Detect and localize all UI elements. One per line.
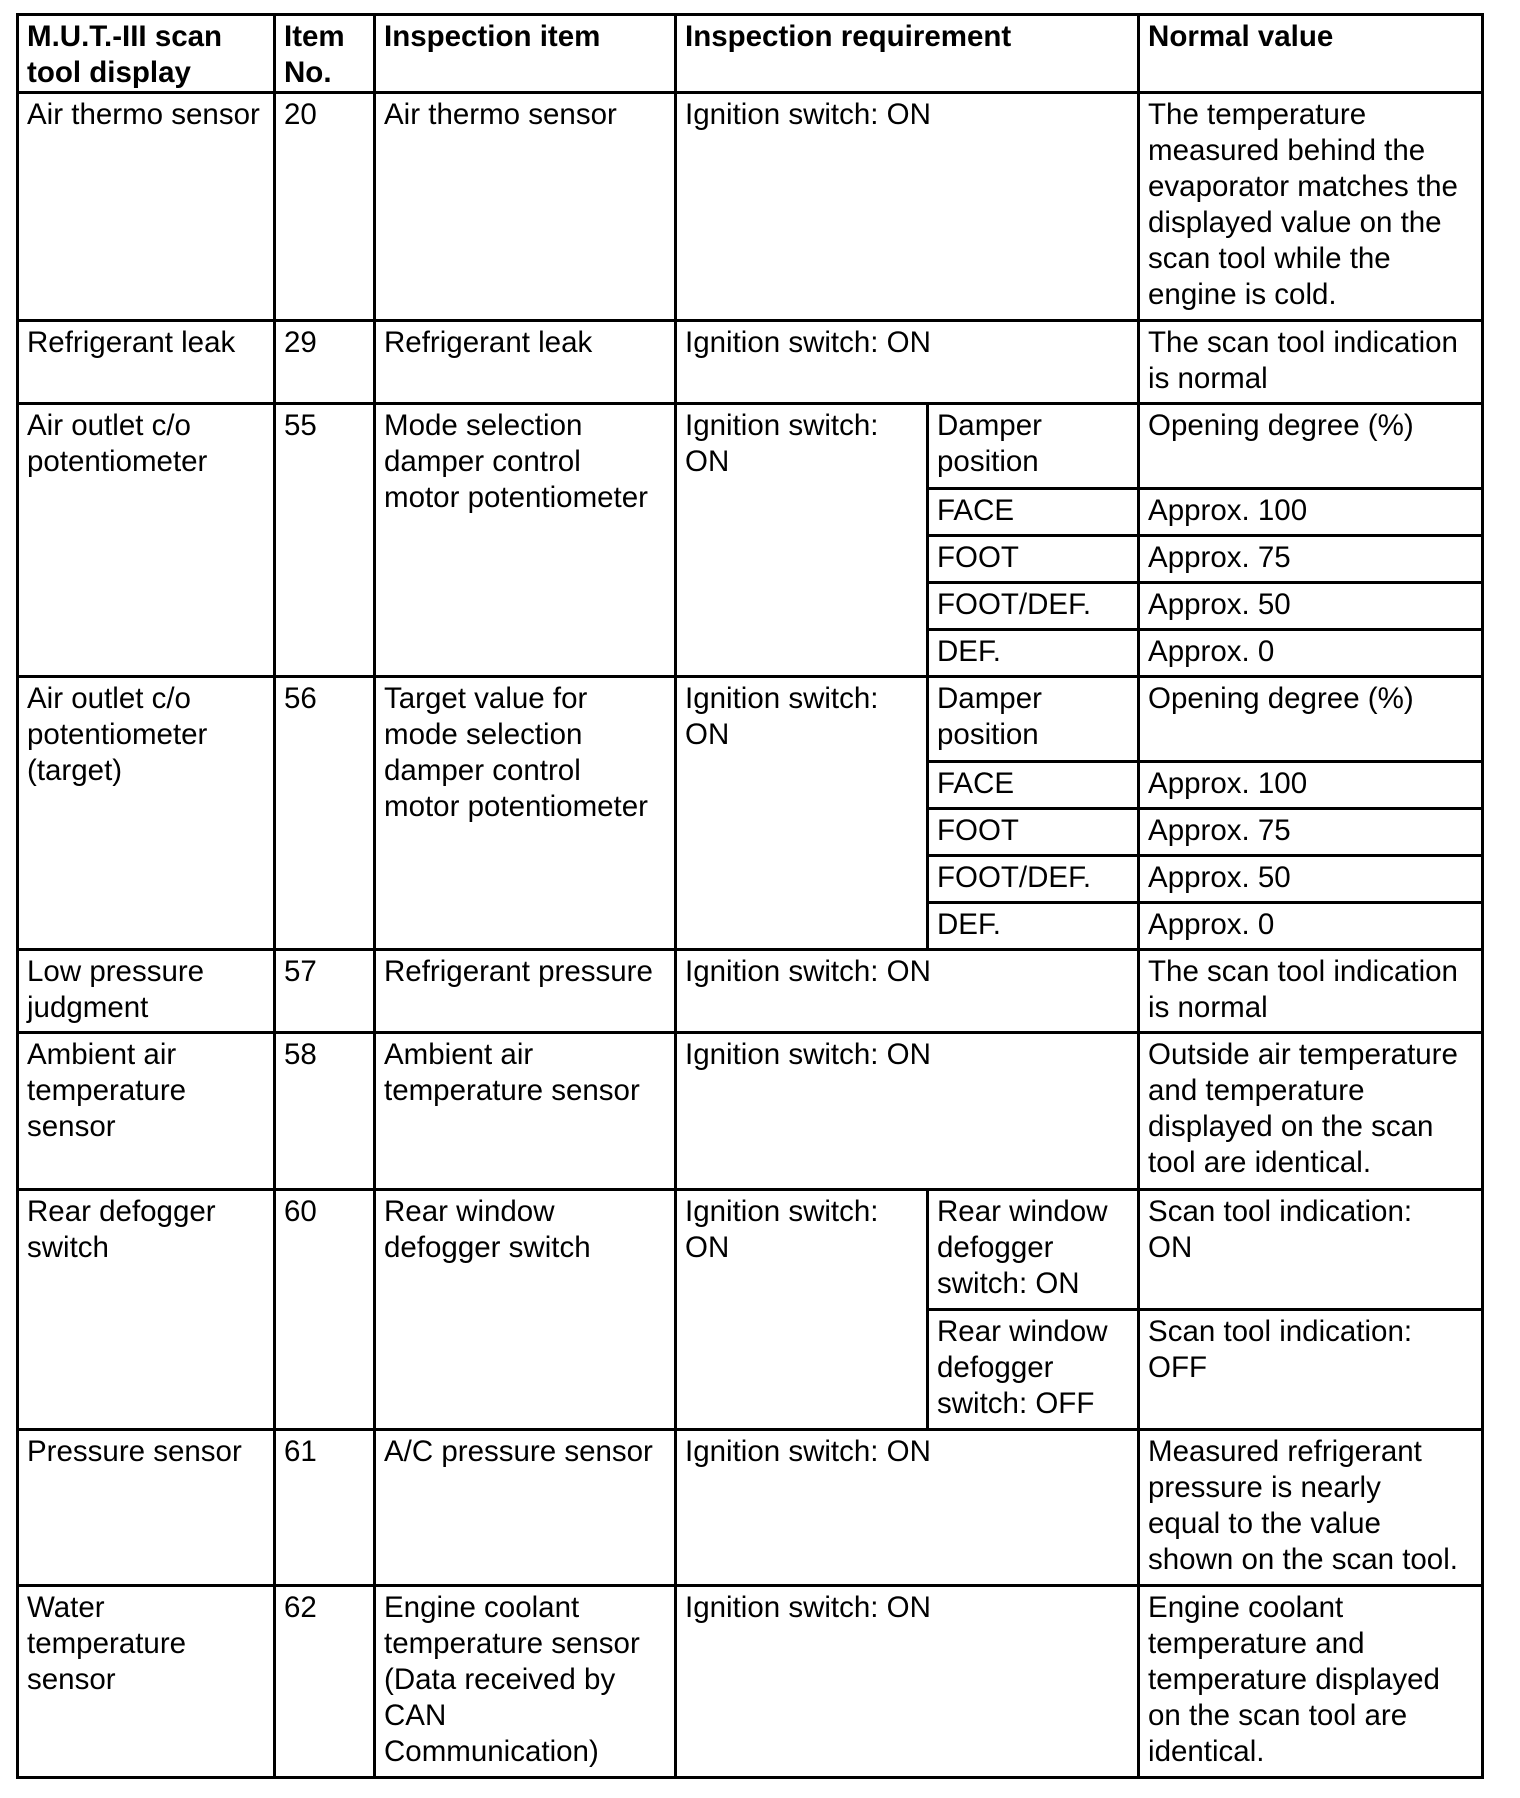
cell-text-line: The temperature bbox=[1148, 98, 1367, 132]
cell-text-line: equal to the value bbox=[1148, 1506, 1381, 1540]
scan-tool-display-cell bbox=[18, 93, 275, 321]
normal-value-cell bbox=[1139, 856, 1483, 903]
item-no-cell: 62 bbox=[275, 1585, 375, 1777]
cell-text-line: Engine coolant bbox=[1148, 1590, 1344, 1624]
item-no-cell: 56 bbox=[275, 677, 375, 950]
table-row bbox=[18, 1585, 1483, 1777]
cell-text-line: Ignition switch: ON bbox=[685, 98, 931, 132]
cell-text-line: FACE bbox=[937, 767, 1015, 801]
cell-text-line: (target) bbox=[27, 754, 123, 788]
scan-tool-display-cell bbox=[18, 1429, 275, 1585]
cell-text-line: displayed on the scan bbox=[1148, 1110, 1434, 1144]
cell-text-line: Damper bbox=[937, 682, 1042, 716]
condition-cell bbox=[928, 677, 1139, 762]
normal-value-cell bbox=[1139, 404, 1483, 489]
header-normal-value: Normal value bbox=[1139, 15, 1483, 93]
normal-value-cell bbox=[1139, 1189, 1483, 1309]
condition-cell bbox=[928, 809, 1139, 856]
table-row bbox=[18, 1429, 1483, 1585]
cell-text-line: Approx. 100 bbox=[1148, 494, 1308, 528]
cell-text-line: sensor bbox=[27, 1662, 116, 1696]
cell-text-line: defogger switch bbox=[384, 1230, 591, 1264]
cell-text-line: Rear defogger bbox=[27, 1194, 216, 1228]
cell-text-line: Air thermo sensor bbox=[384, 98, 617, 132]
cell-text-line: FACE bbox=[937, 494, 1015, 528]
requirement-cell bbox=[676, 93, 1139, 321]
cell-text-line: temperature sensor bbox=[384, 1626, 640, 1660]
cell-text-line: pressure is nearly bbox=[1148, 1470, 1381, 1504]
item-no-cell: 55 bbox=[275, 404, 375, 677]
requirement-cell bbox=[676, 1033, 1139, 1189]
cell-text-line: The scan tool indication bbox=[1148, 326, 1458, 360]
cell-text-line: temperature sensor bbox=[384, 1074, 640, 1108]
cell-text-line: DEF. bbox=[937, 908, 1001, 942]
header-scan-tool-display bbox=[18, 15, 275, 93]
normal-value-cell bbox=[1139, 762, 1483, 809]
normal-value-cell bbox=[1139, 583, 1483, 630]
normal-value-cell bbox=[1139, 809, 1483, 856]
inspection-item-cell bbox=[375, 1585, 676, 1777]
cell-text-line: A/C pressure sensor bbox=[384, 1434, 653, 1468]
cell-text-line: Item bbox=[284, 20, 345, 53]
condition-cell bbox=[928, 1189, 1139, 1309]
table-row bbox=[18, 321, 1483, 404]
cell-text-line: Scan tool indication: bbox=[1148, 1314, 1413, 1348]
table-row bbox=[18, 93, 1483, 321]
header-row bbox=[18, 15, 1483, 93]
normal-value-cell bbox=[1139, 1309, 1483, 1429]
cell-text-line: scan tool while the bbox=[1148, 242, 1391, 276]
cell-text-line: Ignition switch: ON bbox=[685, 326, 931, 360]
header-inspection-requirement: Inspection requirement bbox=[676, 15, 1139, 93]
cell-text-line: identical. bbox=[1148, 1734, 1265, 1768]
cell-text-line: No. bbox=[284, 56, 332, 89]
cell-text-line: Approx. 50 bbox=[1148, 861, 1291, 895]
cell-text-line: Outside air temperature bbox=[1148, 1038, 1458, 1072]
cell-text-line: temperature bbox=[27, 1074, 187, 1108]
cell-text-line: Approx. 0 bbox=[1148, 635, 1275, 669]
cell-text-line: Approx. 50 bbox=[1148, 588, 1291, 622]
cell-text-line: Ignition switch: bbox=[685, 409, 879, 443]
cell-text-line: Air thermo sensor bbox=[27, 98, 260, 132]
scan-tool-display-cell bbox=[18, 321, 275, 404]
cell-text-line: Engine coolant bbox=[384, 1590, 580, 1624]
cell-text-line: damper control bbox=[384, 754, 581, 788]
scan-tool-display-cell bbox=[18, 1033, 275, 1189]
condition-cell bbox=[928, 630, 1139, 677]
cell-text-line: on the scan tool are bbox=[1148, 1698, 1408, 1732]
cell-text-line: displayed value on the bbox=[1148, 206, 1442, 240]
cell-text-line: sensor bbox=[27, 1110, 116, 1144]
cell-text-line: tool display bbox=[27, 56, 191, 89]
requirement-cell bbox=[676, 404, 928, 677]
cell-text-line: FOOT bbox=[937, 541, 1019, 575]
requirement-cell bbox=[676, 950, 1139, 1033]
cell-text-line: and temperature bbox=[1148, 1074, 1365, 1108]
cell-text-line: Air outlet c/o bbox=[27, 409, 191, 443]
cell-text-line: Ambient air bbox=[27, 1038, 177, 1072]
cell-text-line: Ignition switch: ON bbox=[685, 1590, 931, 1624]
cell-text-line: Water bbox=[27, 1590, 105, 1624]
normal-value-cell bbox=[1139, 950, 1483, 1033]
cell-text-line: Rear window bbox=[384, 1194, 555, 1228]
inspection-item-cell bbox=[375, 321, 676, 404]
cell-text-line: Ignition switch: bbox=[685, 1194, 879, 1228]
cell-text-line: shown on the scan tool. bbox=[1148, 1542, 1458, 1576]
cell-text-line: is normal bbox=[1148, 362, 1268, 396]
cell-text-line: judgment bbox=[27, 991, 149, 1025]
cell-text-line: Low pressure bbox=[27, 955, 205, 989]
item-no-cell: 60 bbox=[275, 1189, 375, 1429]
cell-text-line: position bbox=[937, 445, 1039, 479]
scan-tool-display-cell bbox=[18, 950, 275, 1033]
inspection-item-cell bbox=[375, 1189, 676, 1429]
condition-cell bbox=[928, 903, 1139, 950]
inspection-item-cell bbox=[375, 1429, 676, 1585]
condition-cell bbox=[928, 762, 1139, 809]
cell-text-line: DEF. bbox=[937, 635, 1001, 669]
cell-text-line: Approx. 75 bbox=[1148, 541, 1291, 575]
inspection-table bbox=[16, 13, 1484, 1779]
cell-text-line: is normal bbox=[1148, 991, 1268, 1025]
cell-text-line: Air outlet c/o bbox=[27, 682, 191, 716]
cell-text-line: FOOT bbox=[937, 814, 1019, 848]
cell-text-line: switch: ON bbox=[937, 1266, 1080, 1300]
cell-text-line: (Data received by bbox=[384, 1662, 616, 1696]
table-row bbox=[18, 1033, 1483, 1189]
normal-value-cell bbox=[1139, 321, 1483, 404]
cell-text-line: Damper bbox=[937, 409, 1042, 443]
inspection-item-cell bbox=[375, 1033, 676, 1189]
requirement-cell bbox=[676, 1585, 1139, 1777]
cell-text-line: potentiometer bbox=[27, 718, 208, 752]
scan-tool-display-cell bbox=[18, 404, 275, 677]
table-row bbox=[18, 950, 1483, 1033]
inspection-item-cell bbox=[375, 404, 676, 677]
cell-text-line: temperature bbox=[27, 1626, 187, 1660]
scan-tool-display-cell bbox=[18, 1189, 275, 1429]
normal-value-cell bbox=[1139, 903, 1483, 950]
cell-text-line: ON bbox=[685, 718, 730, 752]
normal-value-cell bbox=[1139, 1033, 1483, 1189]
cell-text-line: OFF bbox=[1148, 1350, 1208, 1384]
requirement-cell bbox=[676, 321, 1139, 404]
header-inspection-item: Inspection item bbox=[375, 15, 676, 93]
cell-text-line: Target value for bbox=[384, 682, 588, 716]
item-no-cell: 29 bbox=[275, 321, 375, 404]
requirement-cell bbox=[676, 1189, 928, 1429]
cell-text-line: CAN bbox=[384, 1698, 447, 1732]
item-no-cell: 57 bbox=[275, 950, 375, 1033]
cell-text-line: Refrigerant leak bbox=[27, 326, 236, 360]
item-no-cell: 20 bbox=[275, 93, 375, 321]
cell-text-line: switch: OFF bbox=[937, 1386, 1095, 1420]
inspection-item-cell bbox=[375, 93, 676, 321]
cell-text-line: evaporator matches the bbox=[1148, 170, 1458, 204]
cell-text-line: Scan tool indication: bbox=[1148, 1194, 1413, 1228]
condition-cell bbox=[928, 489, 1139, 536]
normal-value-cell bbox=[1139, 1429, 1483, 1585]
cell-text-line: Measured refrigerant bbox=[1148, 1434, 1422, 1468]
condition-cell bbox=[928, 583, 1139, 630]
cell-text-line: potentiometer bbox=[27, 445, 208, 479]
condition-cell bbox=[928, 856, 1139, 903]
cell-text-line: Mode selection bbox=[384, 409, 583, 443]
cell-text-line: Approx. 0 bbox=[1148, 908, 1275, 942]
cell-text-line: ON bbox=[685, 1230, 730, 1264]
inspection-item-cell bbox=[375, 950, 676, 1033]
cell-text-line: tool are identical. bbox=[1148, 1146, 1372, 1180]
cell-text-line: switch bbox=[27, 1230, 109, 1264]
normal-value-cell bbox=[1139, 1585, 1483, 1777]
condition-cell bbox=[928, 536, 1139, 583]
normal-value-cell bbox=[1139, 93, 1483, 321]
item-no-cell: 58 bbox=[275, 1033, 375, 1189]
cell-text-line: Refrigerant pressure bbox=[384, 955, 653, 989]
cell-text-line: position bbox=[937, 718, 1039, 752]
cell-text-line: Approx. 100 bbox=[1148, 767, 1308, 801]
cell-text-line: Ignition switch: bbox=[685, 682, 879, 716]
cell-text-line: Ignition switch: ON bbox=[685, 1038, 931, 1072]
cell-text-line: temperature and bbox=[1148, 1626, 1365, 1660]
cell-text-line: Opening degree (%) bbox=[1148, 682, 1414, 716]
normal-value-cell bbox=[1139, 536, 1483, 583]
cell-text-line: defogger bbox=[937, 1230, 1054, 1264]
cell-text-line: motor potentiometer bbox=[384, 790, 648, 824]
scan-tool-display-cell bbox=[18, 677, 275, 950]
cell-text-line: damper control bbox=[384, 445, 581, 479]
cell-text-line: motor potentiometer bbox=[384, 481, 648, 515]
cell-text-line: FOOT/DEF. bbox=[937, 588, 1092, 622]
table-row bbox=[18, 404, 1483, 489]
table-row bbox=[18, 677, 1483, 762]
cell-text-line: defogger bbox=[937, 1350, 1054, 1384]
cell-text-line: Communication) bbox=[384, 1734, 599, 1768]
cell-text-line: Ignition switch: ON bbox=[685, 1434, 931, 1468]
item-no-cell: 61 bbox=[275, 1429, 375, 1585]
inspection-item-cell bbox=[375, 677, 676, 950]
condition-cell bbox=[928, 404, 1139, 489]
cell-text-line: engine is cold. bbox=[1148, 278, 1337, 312]
cell-text-line: ON bbox=[1148, 1230, 1193, 1264]
cell-text-line: Rear window bbox=[937, 1314, 1108, 1348]
cell-text-line: ON bbox=[685, 445, 730, 479]
cell-text-line: mode selection bbox=[384, 718, 583, 752]
normal-value-cell bbox=[1139, 630, 1483, 677]
requirement-cell bbox=[676, 677, 928, 950]
cell-text-line: Approx. 75 bbox=[1148, 814, 1291, 848]
cell-text-line: Ignition switch: ON bbox=[685, 955, 931, 989]
cell-text-line: FOOT/DEF. bbox=[937, 861, 1092, 895]
normal-value-cell bbox=[1139, 677, 1483, 762]
cell-text-line: The scan tool indication bbox=[1148, 955, 1458, 989]
header-item-no bbox=[275, 15, 375, 93]
cell-text-line: Opening degree (%) bbox=[1148, 409, 1414, 443]
cell-text-line: measured behind the bbox=[1148, 134, 1426, 168]
cell-text-line: M.U.T.-III scan bbox=[27, 20, 223, 53]
table-row bbox=[18, 1189, 1483, 1309]
normal-value-cell bbox=[1139, 489, 1483, 536]
cell-text-line: Pressure sensor bbox=[27, 1434, 242, 1468]
cell-text-line: Refrigerant leak bbox=[384, 326, 593, 360]
cell-text-line: Ambient air bbox=[384, 1038, 534, 1072]
requirement-cell bbox=[676, 1429, 1139, 1585]
cell-text-line: temperature displayed bbox=[1148, 1662, 1440, 1696]
scan-tool-display-cell bbox=[18, 1585, 275, 1777]
condition-cell bbox=[928, 1309, 1139, 1429]
cell-text-line: Rear window bbox=[937, 1194, 1108, 1228]
